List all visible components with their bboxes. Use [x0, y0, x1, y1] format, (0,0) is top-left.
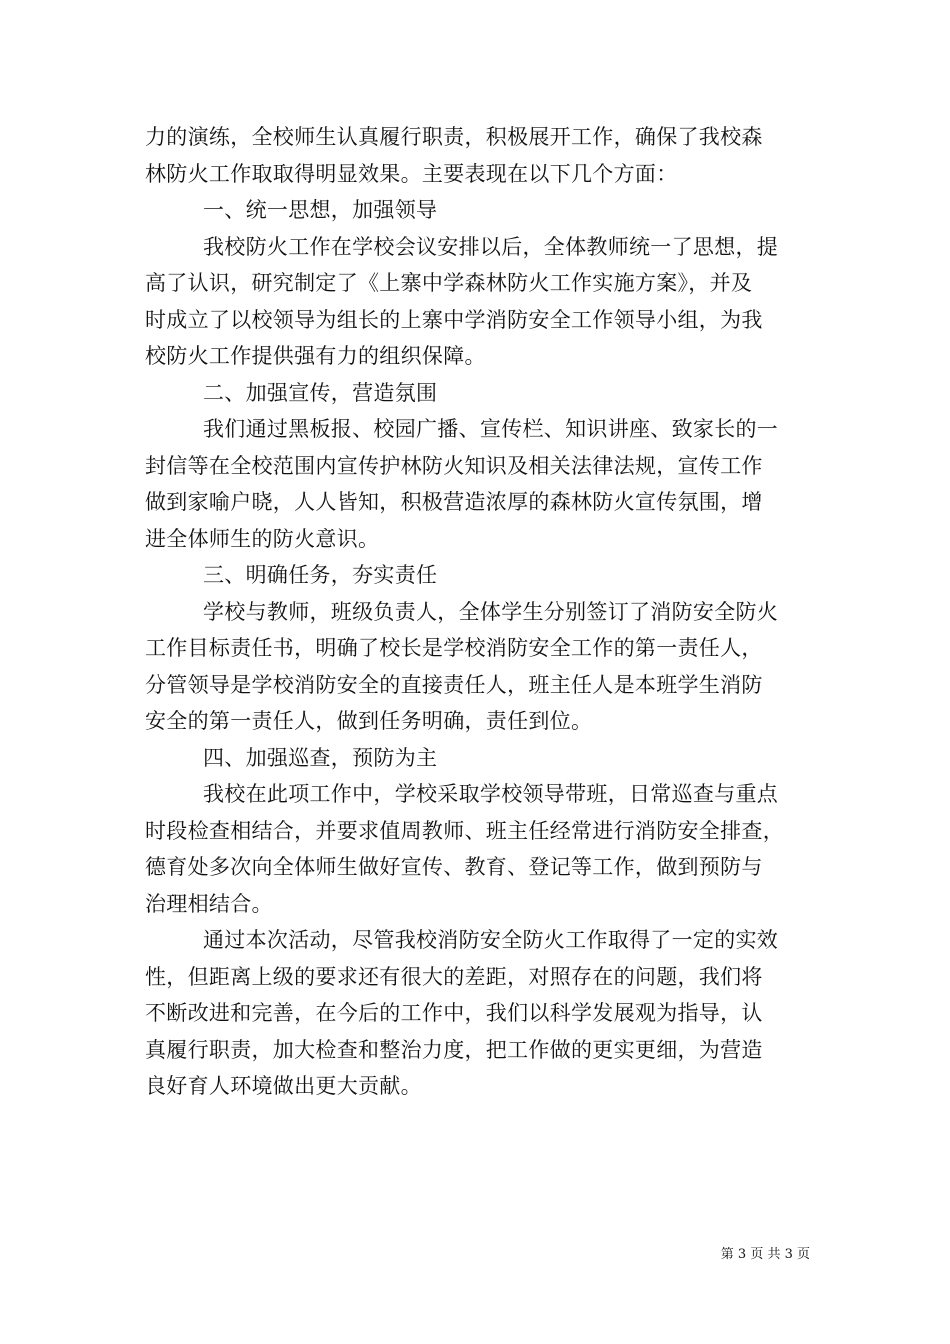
text-line: 通过本次活动，尽管我校消防安全防火工作取得了一定的实效	[203, 928, 779, 952]
text-line: 校防火工作提供强有力的组织保障。	[145, 344, 486, 368]
text-line: 真履行职责，加大检查和整治力度，把工作做的更实更细，为营造	[145, 1037, 763, 1062]
text-line: 不断改进和完善，在今后的工作中，我们以科学发展观为指导，认	[145, 1001, 763, 1025]
text-line: 做到家喻户晓，人人皆知，积极营造浓厚的森林防火宣传氛围，增	[145, 490, 763, 514]
text-line: 德育处多次向全体师生做好宣传、教育、登记等工作，做到预防与	[145, 855, 763, 879]
text-line: 学校与教师，班级负责人，全体学生分别签订了消防安全防火	[203, 599, 779, 624]
section-heading: 二、加强宣传，营造氛围	[203, 380, 438, 405]
text-line: 进全体师生的防火意识。	[145, 526, 380, 551]
text-line: 林防火工作取取得明显效果。主要表现在以下几个方面：	[145, 161, 678, 186]
text-line: 我们通过黑板报、校园广播、宣传栏、知识讲座、致家长的一	[203, 417, 779, 441]
text-line: 工作目标责任书，明确了校长是学校消防安全工作的第一责任人，	[145, 636, 763, 660]
text-line: 时段检查相结合，并要求值周教师、班主任经常进行消防安全排查，	[145, 818, 784, 843]
text-line: 良好育人环境做出更大贡献。	[145, 1074, 422, 1098]
section-heading: 三、明确任务，夯实责任	[203, 563, 438, 587]
section-heading: 四、加强巡查，预防为主	[203, 745, 438, 770]
text-line: 时成立了以校领导为组长的上寨中学消防安全工作领导小组，为我	[145, 307, 763, 332]
text-line: 高了认识，研究制定了《上寨中学森林防火工作实施方案》，并及	[145, 271, 753, 295]
text-line: 安全的第一责任人，做到任务明确，责任到位。	[145, 709, 593, 733]
text-line: 分管领导是学校消防安全的直接责任人，班主任人是本班学生消防	[145, 672, 763, 697]
page-number: 第 3 页 共 3 页	[720, 1247, 810, 1262]
section-heading: 一、统一思想，加强领导	[203, 198, 438, 222]
text-line: 封信等在全校范围内宣传护林防火知识及相关法律法规，宣传工作	[145, 453, 763, 478]
text-line: 力的演练，全校师生认真履行职责，积极展开工作，确保了我校森	[145, 125, 763, 149]
text-line: 我校防火工作在学校会议安排以后，全体教师统一了思想，提	[203, 234, 779, 259]
document-body	[145, 119, 810, 1105]
text-line: 我校在此项工作中，学校采取学校领导带班，日常巡查与重点	[203, 782, 779, 806]
text-line: 性，但距离上级的要求还有很大的差距，对照存在的问题，我们将	[145, 964, 763, 989]
text-line: 治理相结合。	[145, 891, 273, 916]
